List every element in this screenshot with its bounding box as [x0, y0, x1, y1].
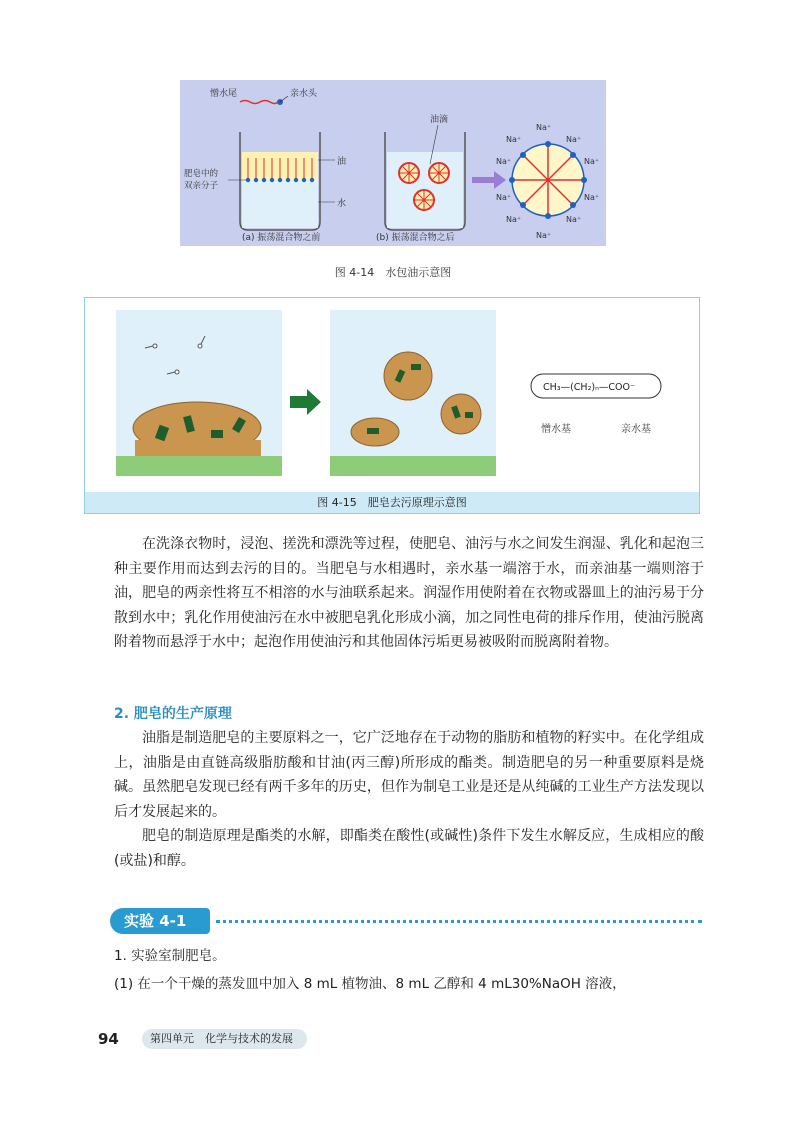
na-ion: Na⁺ [536, 123, 552, 132]
na-ion: Na⁺ [584, 157, 600, 166]
figure-4-14-caption: 图 4-14 水包油示意图 [334, 266, 452, 279]
process-arrow [290, 389, 321, 415]
label-oil-droplet: 油滴 [430, 115, 449, 125]
soap-molecules-row [246, 158, 314, 182]
emulsified-droplet [441, 394, 481, 434]
panel-b-label: (b) 振荡混合物之后 [376, 233, 455, 243]
experiment-divider [216, 920, 702, 923]
label-soap-molecule-1: 肥皂中的 [184, 169, 219, 179]
na-ion: Na⁺ [496, 157, 512, 166]
na-ion: Na⁺ [506, 135, 522, 144]
figure-4-15-caption: 图 4-15 肥皂去污原理示意图 [85, 492, 699, 513]
na-ion: Na⁺ [506, 215, 522, 224]
figure-4-14 [180, 80, 606, 246]
na-ion: Na⁺ [584, 193, 600, 202]
page-number: 94 [98, 1030, 119, 1048]
figure-4-15 [84, 297, 700, 514]
transform-arrow [472, 171, 506, 189]
na-ion: Na⁺ [566, 135, 582, 144]
experiment-item: 1. 实验室制肥皂。 [114, 948, 226, 964]
soap-formula: CH₃—(CH₂)ₙ—COO⁻ [543, 382, 635, 393]
label-water: 水 [337, 199, 347, 209]
figure-4-14-diagram [180, 80, 606, 246]
panel-a-label: (a) 振荡混合物之前 [242, 233, 321, 243]
figure-4-15-diagram [85, 298, 698, 494]
experiment-title: 实验 4-1 [110, 908, 210, 934]
unit-label: 第四单元 化学与技术的发展 [142, 1029, 307, 1049]
na-ion: Na⁺ [496, 193, 512, 202]
label-hydrophobic-group: 憎水基 [541, 424, 571, 435]
micelle [509, 141, 587, 219]
label-soap-molecule-2: 双亲分子 [184, 181, 219, 191]
experiment-step: (1) 在一个干燥的蒸发皿中加入 8 mL 植物油、8 mL 乙醇和 4 mL30%NaOH 溶液， [114, 976, 626, 992]
label-hydrophobic-tail: 憎水尾 [210, 89, 238, 99]
label-hydrophilic-head: 亲水头 [290, 89, 318, 99]
section-title: 2. 肥皂的生产原理 [114, 706, 232, 722]
na-ion: Na⁺ [566, 215, 582, 224]
label-hydrophilic-group: 亲水基 [621, 424, 651, 435]
paragraph-raw-materials: 油脂是制造肥皂的主要原料之一，它广泛地存在于动物的脂肪和植物的籽实中。在化学组成上，油脂是由直链高级脂肪酸和甘油(丙三醇)所形成的酯类。制造肥皂的另一种重要原料是烧碱。虽然肥皂发现已经有两千多年的历史，但作为制皂工业是还是从纯碱的工业生产方法发现以后才发展起来的。 肥皂的制造原理是酯类的水解，即酯类在酸性(或碱性)条件下发生水解反应，生成相应的酸(或盐)和醇。 [114, 730, 704, 869]
paragraph-detergency: 在洗涤衣物时，浸泡、搓洗和漂洗等过程，使肥皂、油污与水之间发生润湿、乳化和起泡三种主要作用而达到去污的目的。当肥皂与水相遇时，亲水基一端溶于水，而亲油基一端则溶于油，肥皂的两亲性将互不相溶的水与油联系起来。润湿作用使附着在衣物或器皿上的油污易于分散到水中；乳化作用使油污在水中被肥皂乳化形成小滴，加之同性电荷的排斥作用，使油污脱离附着物而悬浮于水中；起泡作用使油污和其他固体污垢更易被吸附而脱离附着物。 [114, 536, 704, 651]
label-oil: 油 [337, 157, 347, 167]
emulsified-droplet [384, 352, 432, 400]
na-ion: Na⁺ [536, 231, 552, 240]
